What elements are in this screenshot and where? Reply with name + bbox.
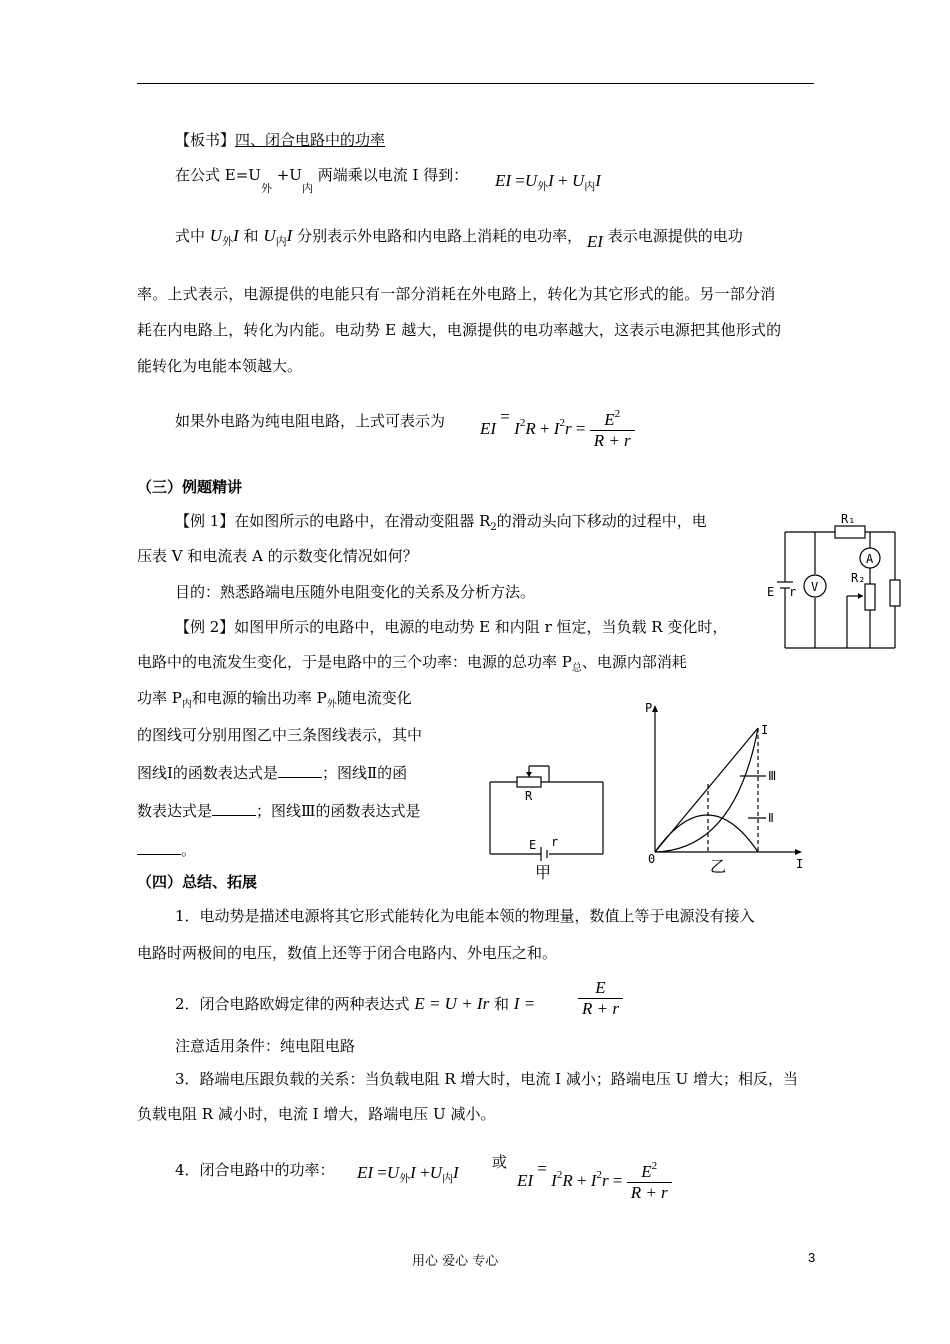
pure-resistor-intro: 如果外电路为纯电阻电路，上式可表示为 xyxy=(175,412,446,430)
example2-line3: 功率 $P_内$和电源的输出功率 $P_外$随电流变化 xyxy=(137,689,412,710)
example2-line7: 。 xyxy=(137,840,196,860)
figure-caption-yi: 乙 xyxy=(710,857,727,876)
paragraph-line-3: 能转化为电能本领越大。 xyxy=(137,357,303,375)
answer-blank-3[interactable] xyxy=(137,840,181,855)
figure-caption-jia: 甲 xyxy=(535,863,552,882)
answer-blank-1[interactable] xyxy=(278,763,322,778)
summary-note: 注意适用条件：纯电阻电路 xyxy=(175,1037,356,1055)
curve-label-II: Ⅱ xyxy=(768,811,774,825)
power-current-graph-yi xyxy=(640,700,815,878)
origin-label: 0 xyxy=(648,852,656,866)
R1-label: R₁ xyxy=(841,512,856,526)
ammeter-label: A xyxy=(866,552,874,566)
formula-intro: 在公式 $E=U_外 +U_内$ 两端乘以电流 I 得到： xyxy=(175,166,469,195)
fraction-E-over-Rr: $\frac{E}{R + r}$ xyxy=(578,978,623,1019)
resistor-label: R xyxy=(525,789,533,803)
curve-label-III: Ⅲ xyxy=(768,769,777,783)
summary-item4-or: 或 xyxy=(492,1153,508,1171)
paragraph-line-1: 率。上式表示，电源提供的电能只有一部分消耗在外电路上，转化为其它形式的能。另一部分消 xyxy=(137,285,776,303)
circuit-diagram-jia xyxy=(485,752,610,880)
examples-heading: （三）例题精讲 xyxy=(137,478,243,496)
summary-item2: 2．闭合电路欧姆定律的两种表达式 E = U + Ir 和 I = xyxy=(175,994,536,1013)
answer-blank-2[interactable] xyxy=(212,801,256,816)
summary-heading: （四）总结、拓展 xyxy=(137,873,258,891)
internal-resistance-label: r xyxy=(789,585,797,599)
paragraph-line-2: 耗在内电路上，转化为内能。电动势 E 越大，电源提供的电功率越大，这表示电源把其他形式的 xyxy=(137,321,782,339)
example1-line1: 【例 1】在如图所示的电路中，在滑动变阻器 $R_2$的滑动头向下移动的过程中，电 xyxy=(175,512,707,533)
equation-EI-sum: EI $=U_外I + U_内I$ xyxy=(495,171,601,193)
summary-item4-eq1: EI $=U_外I +U_内I$ xyxy=(357,1163,459,1185)
header-rule xyxy=(137,83,814,84)
internal-resistance-label: r xyxy=(551,835,559,849)
axis-label-P: P xyxy=(645,701,653,715)
example1-line2: 压表 V 和电流表 A 的示数变化情况如何？ xyxy=(137,547,418,565)
example2-line2: 电路中的电流发生变化，于是电路中的三个功率：电源的总功率 $P_总$、电源内部消耗 xyxy=(137,653,687,674)
title-bracket: 【板书】 xyxy=(175,131,236,149)
explain-line: 式中 $U_外I$ 和 $U_内I$ 分别表示外电路和内电路上消耗的电功率， EI 表示电源提供的电功 xyxy=(175,226,743,251)
example2-line6: 数表达式是 ；图线Ⅲ的函数表达式是 xyxy=(137,802,421,820)
summary-item3-line1: 3．路端电压跟负载的关系：当负载电阻 R 增大时，电流 I 减小；路端电压 U 增大；相反，当 xyxy=(175,1070,799,1088)
curve-label-I: I xyxy=(761,723,769,737)
circuit-diagram-example1 xyxy=(765,510,915,658)
voltmeter-label: V xyxy=(811,580,819,594)
summary-item1-line1: 1．电动势是描述电源将其它形式能转化为电能本领的物理量，数值上等于电源没有接入 xyxy=(175,907,755,925)
example2-line4: 的图线可分别用图乙中三条图线表示，其中 xyxy=(137,726,423,744)
section-title xyxy=(175,130,385,150)
page-number: 3 xyxy=(808,1250,816,1265)
summary-item1-line2: 电路时两极间的电压，数值上还等于闭合电路内、外电压之和。 xyxy=(137,944,558,962)
emf-label: E xyxy=(767,585,775,599)
fraction-E2-over-Rr: $\frac{E^2}{R + r}$ xyxy=(590,410,635,451)
title-text: 四、闭合电路中的功率 xyxy=(235,131,386,149)
equation-pure-resistor: EI = I2R + I2r = $\frac{E^2}{R + r}$ xyxy=(480,400,635,441)
R2-label: R₂ xyxy=(851,571,866,585)
example2-line1: 【例 2】如图甲所示的电路中，电源的电动势 E 和内阻 r 恒定，当负载 R 变化时， xyxy=(175,618,728,636)
summary-item3-line2: 负载电阻 R 减小时，电流 I 增大，路端电压 U 减小。 xyxy=(137,1105,496,1123)
example2-line5: 图线Ⅰ的函数表达式是 ；图线Ⅱ的函 xyxy=(137,764,408,782)
axis-label-I: I xyxy=(796,857,804,871)
summary-item4-intro: 4．闭合电路中的功率： xyxy=(175,1161,335,1179)
example1-goal: 目的：熟悉路端电压随外电阻变化的关系及分析方法。 xyxy=(175,583,536,601)
footer-motto: 用心 爱心 专心 xyxy=(412,1254,499,1269)
emf-label: E xyxy=(529,838,537,852)
summary-item4-eq2: EI = I2R + I2r = $\frac{E^2}{R + r}$ xyxy=(517,1152,672,1193)
